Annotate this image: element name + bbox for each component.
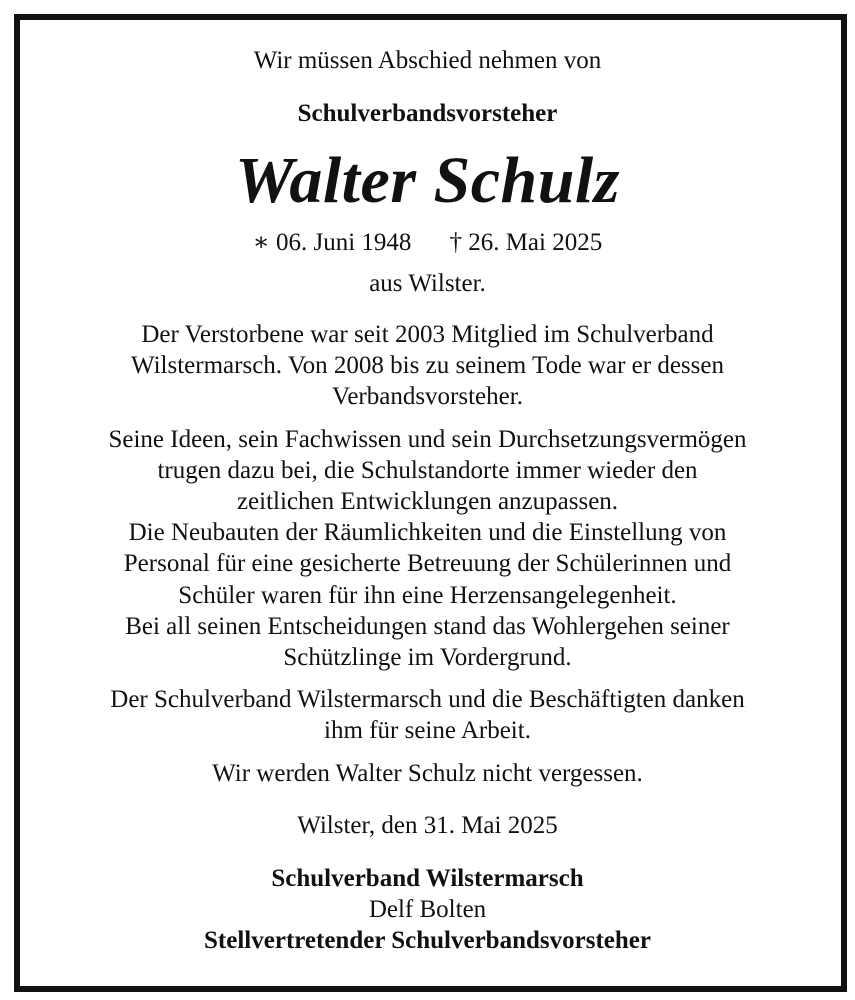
signature-person: Delf Bolten <box>368 896 487 923</box>
birth-date: ∗ 06. Juni 1948 <box>252 229 412 256</box>
paragraph2-line: Schüler waren für ihn eine Herzensangelegenheit. <box>178 582 677 609</box>
signature-title: Stellvertretender Schulverbandsvorsteher <box>204 927 651 954</box>
deceased-name: Walter Schulz <box>235 144 620 217</box>
deceased-role: Schulverbandsvorsteher <box>297 100 558 127</box>
origin-text: aus Wilster. <box>369 270 486 297</box>
paragraph2-line: Personal für eine gesicherte Betreuung der Schülerinnen und <box>123 550 732 577</box>
place-date: Wilster, den 31. Mai 2025 <box>297 812 558 839</box>
intro-text: Wir müssen Abschied nehmen von <box>253 47 602 74</box>
signature-organization: Schulverband Wilstermarsch <box>271 865 584 892</box>
paragraph2-line: Seine Ideen, sein Fachwissen und sein Durchsetzungsvermögen <box>108 426 747 453</box>
paragraph1-line: Verbandsvorsteher. <box>332 383 523 410</box>
paragraph2-line: Bei all seinen Entscheidungen stand das Wohlergehen seiner <box>125 613 730 640</box>
death-date: † 26. Mai 2025 <box>449 229 603 256</box>
paragraph2-line: trugen dazu bei, die Schulstandorte immer wieder den <box>157 457 698 484</box>
paragraph1-line: Der Verstorbene war seit 2003 Mitglied im Schulverband <box>141 321 714 348</box>
paragraph3-line: ihm für seine Arbeit. <box>324 717 531 744</box>
paragraph2-line: Die Neubauten der Räumlichkeiten und die Einstellung von <box>128 519 727 546</box>
paragraph2-line: zeitlichen Entwicklungen anzupassen. <box>236 488 619 515</box>
obituary-notice <box>20 20 835 980</box>
paragraph1-line: Wilstermarsch. Von 2008 bis zu seinem Tode war er dessen <box>131 352 724 379</box>
life-dates <box>20 228 835 258</box>
paragraph2-line: Schützlinge im Vordergrund. <box>283 644 572 671</box>
paragraph3-line: Der Schulverband Wilstermarsch und die Beschäftigten danken <box>110 686 745 713</box>
closing-text: Wir werden Walter Schulz nicht vergessen. <box>212 760 643 787</box>
